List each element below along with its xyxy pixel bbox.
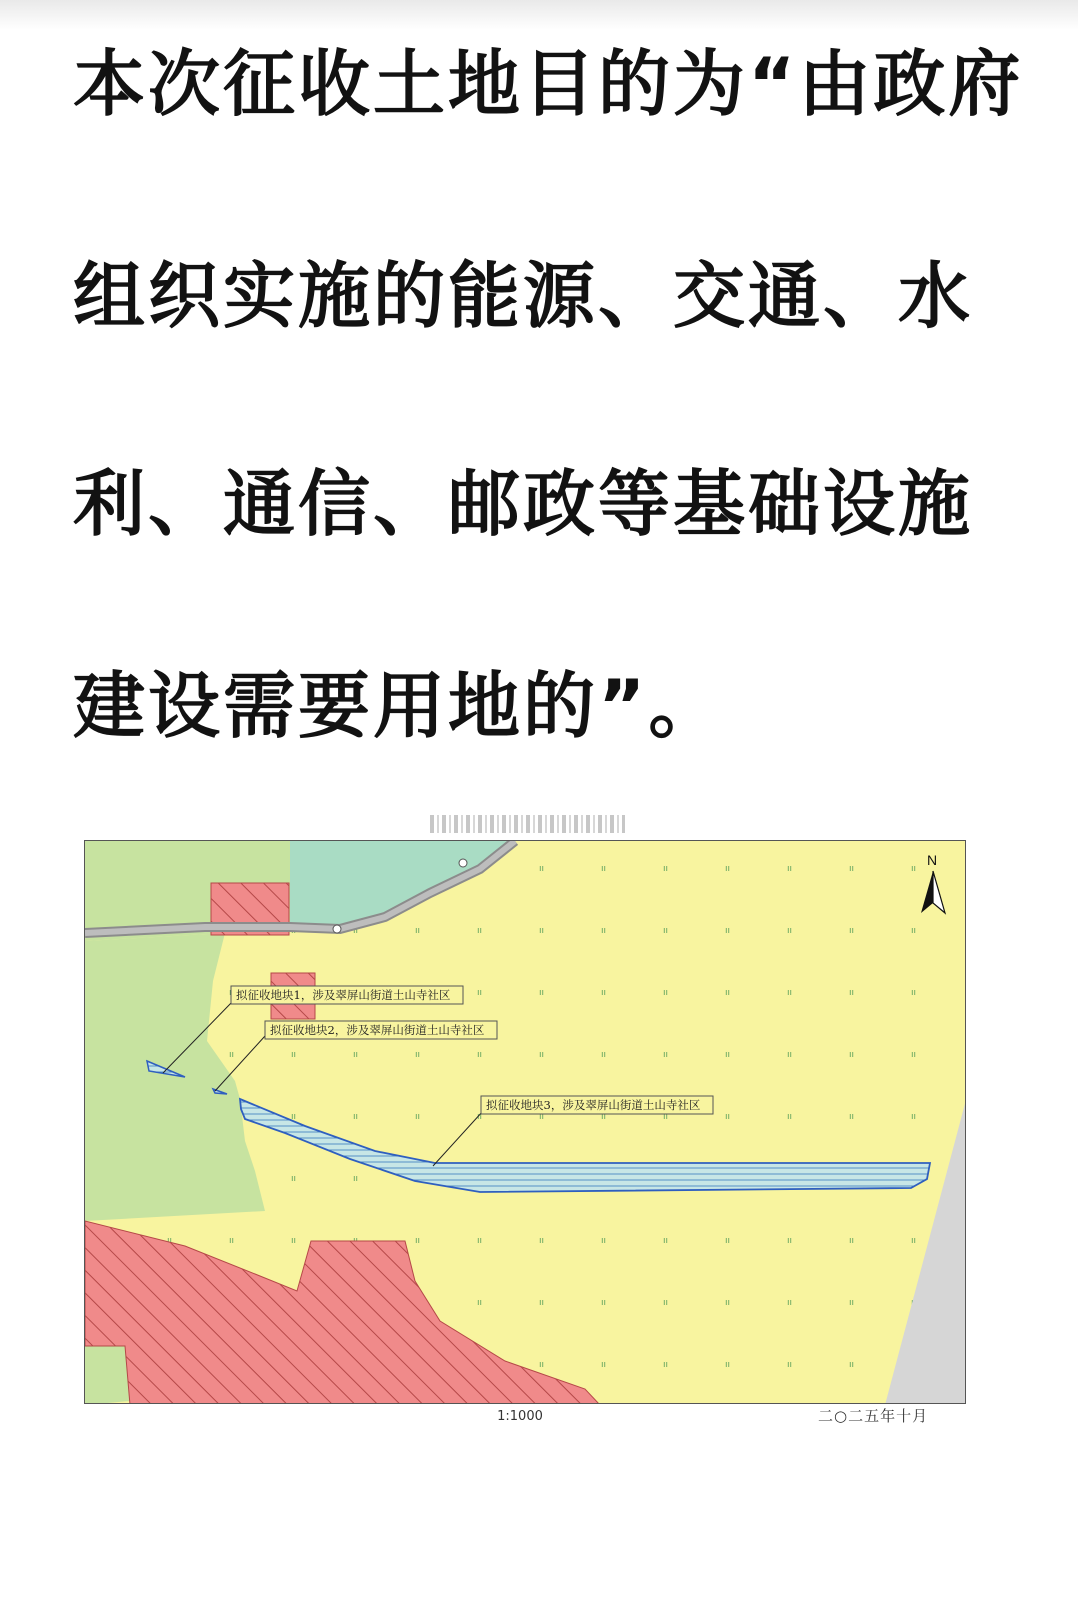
map-canvas bbox=[85, 841, 966, 1404]
land-use-map-image[interactable] bbox=[84, 840, 966, 1404]
road-marker-2 bbox=[459, 859, 467, 867]
article-line-1: 本次征收土地目的为“由政府 bbox=[73, 42, 1024, 126]
parcel-label-2-text: 拟征收地块2，涉及翠屏山街道土山寺社区 bbox=[270, 1023, 485, 1037]
image-watermark bbox=[430, 815, 625, 833]
north-label: N bbox=[927, 852, 938, 868]
map-date: 二○二五年十月 bbox=[818, 1407, 929, 1425]
article-line-3: 利、通信、邮政等基础设施 bbox=[73, 462, 974, 546]
road-marker-1 bbox=[333, 925, 341, 933]
forest-area-bottom bbox=[85, 1346, 130, 1404]
map-scale: 1:1000 bbox=[497, 1409, 543, 1424]
status-shadow bbox=[0, 0, 1078, 30]
parcel-label-3 bbox=[481, 1096, 713, 1114]
parcel-label-1 bbox=[231, 986, 463, 1004]
article-line-4: 建设需要用地的”。 bbox=[73, 664, 724, 748]
parcel-label-2 bbox=[265, 1021, 497, 1039]
parcel-label-1-text: 拟征收地块1，涉及翠屏山街道土山寺社区 bbox=[236, 988, 451, 1002]
article-line-2: 组织实施的能源、交通、水 bbox=[73, 254, 974, 338]
parcel-label-3-text: 拟征收地块3，涉及翠屏山街道土山寺社区 bbox=[486, 1098, 701, 1112]
